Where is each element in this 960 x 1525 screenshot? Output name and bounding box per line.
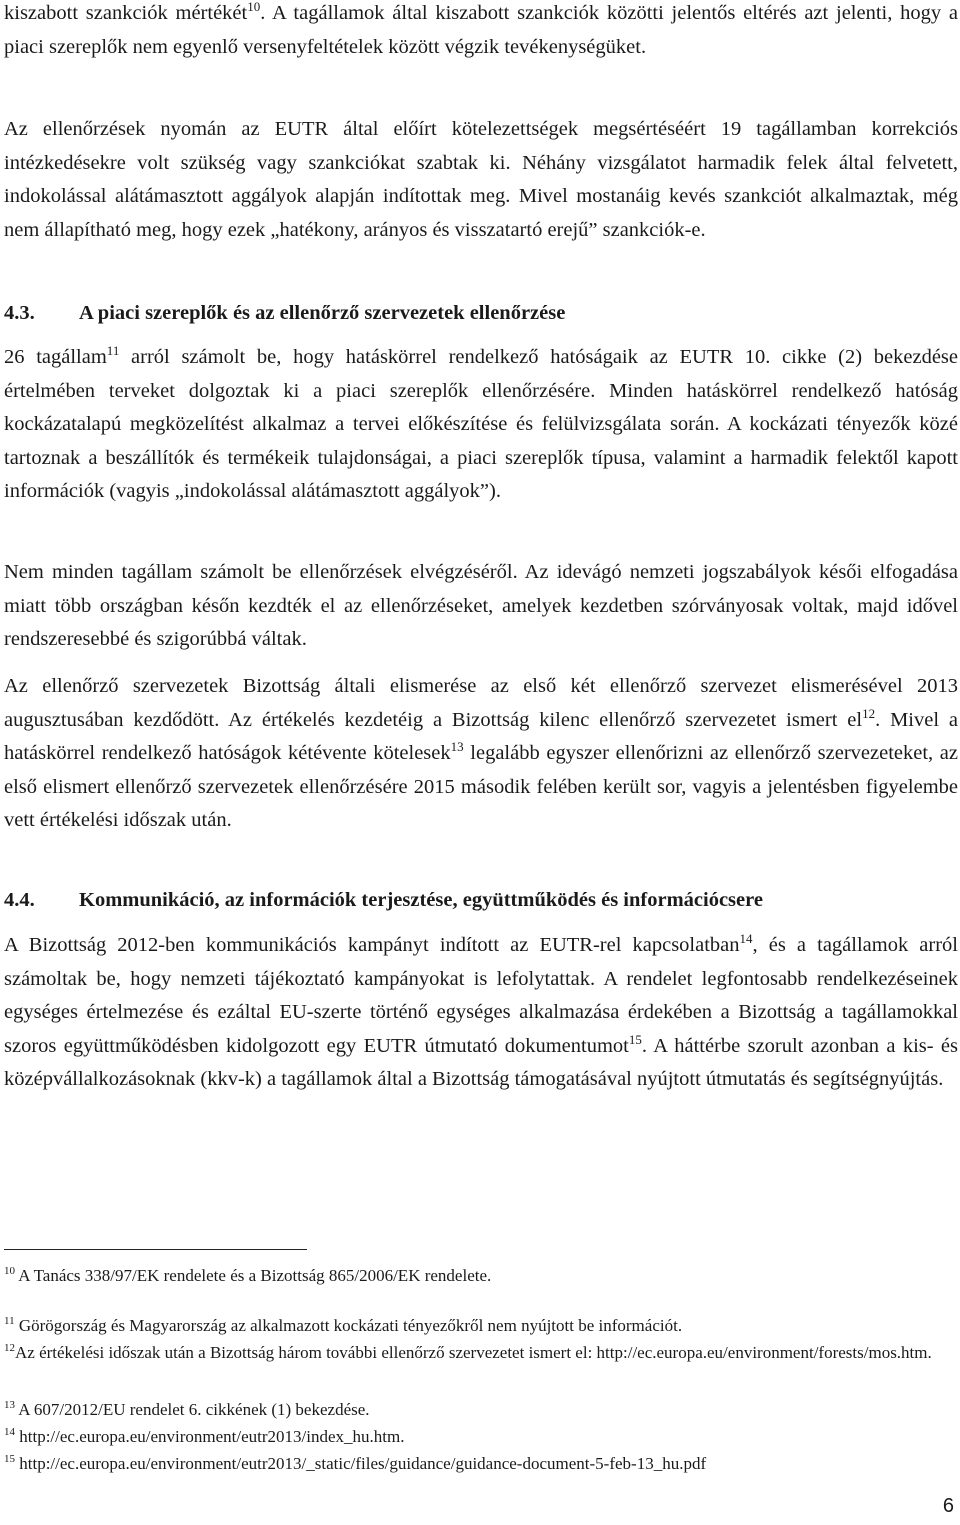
footnote-separator bbox=[4, 1249, 307, 1250]
footnote-12 bbox=[4, 1340, 958, 1365]
section-title: A piaci szereplők és az ellenőrző szervezetek ellenőrzése bbox=[79, 302, 566, 324]
page-number: 6 bbox=[942, 1495, 954, 1517]
text-run: . A tagállamok által kiszabott szankciók közötti jelentős eltérés azt jelenti, hogy a piaci szereplők nem egyenlő versenyfeltételek között végzik tevékenységüket. bbox=[4, 2, 958, 58]
footnote-number: 15 bbox=[4, 1453, 15, 1465]
text-run: . Mivel a hatáskörrel rendelkező hatóságok kétévente kötelesek bbox=[4, 708, 958, 764]
section-number: 4.3. bbox=[4, 302, 35, 324]
text-run: . A háttérbe szorult azonban a kis- és középvállalkozásoknak (kkv-k) a tagállamok által a Bizottság támogatásával nyújtott útmutatás és segítségnyújtás. bbox=[4, 1034, 958, 1090]
footnote-text: A 607/2012/EU rendelet 6. cikkének (1) bekezdése. bbox=[15, 1400, 370, 1419]
footnote-10 bbox=[4, 1263, 958, 1288]
footnote-link[interactable]: http://ec.europa.eu/environment/eutr2013/index_hu.htm. bbox=[15, 1427, 405, 1446]
paragraph-communication bbox=[4, 929, 958, 1097]
text-run: , és a tagállamok arról számoltak be, hogy nemzeti tájékoztató kampányokat is lefolytattak. A rendelet legfontosabb rendelkezéseinek egységes értelmezése és ezáltal EU-szerte történő egységes alkalmazása érdekében a Bizottság a tagállamokkal szoros együttműködésben kidolgozott egy EUTR útmutató dokumentumot bbox=[4, 934, 958, 1057]
footnote-number: 13 bbox=[4, 1399, 15, 1411]
footnote-number: 14 bbox=[4, 1426, 15, 1438]
footnote-text: Görögország és Magyarország az alkalmazott kockázati tényezőkről nem nyújtott be információt. bbox=[14, 1316, 683, 1335]
section-number: 4.4. bbox=[4, 889, 35, 911]
footnote-ref-13[interactable]: 13 bbox=[450, 739, 464, 754]
footnote-ref-15[interactable]: 15 bbox=[628, 1031, 642, 1047]
footnote-text[interactable]: Az értékelési időszak után a Bizottság három további ellenőrző szervezetet ismert el: http://ec.europa.eu/environment/forests/mos.htm. bbox=[15, 1343, 932, 1362]
paragraph-checks: Az ellenőrzések nyomán az EUTR által előírt kötelezettségek megsértéséért 19 tagállamban korrekciós intézkedésekre volt szükség vagy szankciókat szabtak ki. Néhány vizsgálatot harmadik felek által felvetett, indokolással alátámasztott aggályok alapján indítottak meg. Mivel mostanáig kevés szankciót alkalmaztak, még nem állapítható meg, hogy ezek „hatékony, arányos és visszatartó erejű” szankciók-e. bbox=[4, 118, 958, 241]
footnote-ref-14[interactable]: 14 bbox=[739, 931, 753, 946]
footnote-link[interactable]: http://ec.europa.eu/environment/eutr2013/_static/files/guidance/guidance-document-5-feb-13_hu.pdf bbox=[15, 1454, 707, 1473]
footnote-ref-10[interactable]: 10 bbox=[247, 0, 261, 14]
footnote-11 bbox=[4, 1313, 958, 1338]
footnote-15 bbox=[4, 1451, 958, 1476]
section-heading-4-3 bbox=[4, 298, 958, 328]
footnote-number: 10 bbox=[4, 1265, 15, 1277]
section-title: Kommunikáció, az információk terjesztése, együttműködés és információcsere bbox=[79, 889, 763, 911]
footnote-number: 12 bbox=[4, 1342, 15, 1354]
section-heading-4-4 bbox=[4, 885, 958, 915]
paragraph-control-plans bbox=[4, 341, 958, 509]
text-run: Az ellenőrző szervezetek Bizottság általi elismerése az első két ellenőrző szervezet elismerésével 2013 augusztusában kezdődött. Az értékelés kezdetéig a Bizottság kilenc ellenőrző szervezetet ismert el bbox=[4, 675, 958, 731]
paragraph-not-all-reported: Nem minden tagállam számolt be ellenőrzések elvégzéséről. Az idevágó nemzeti jogszabályok késői elfogadása miatt több országban későn kezdték el az ellenőrzéseket, amelyek kezdetben szórványosak voltak, majd idővel rendszeresebbé és szigorúbbá váltak. bbox=[4, 561, 958, 650]
footnote-ref-12[interactable]: 12 bbox=[862, 705, 876, 721]
footnote-13 bbox=[4, 1397, 958, 1422]
text-run: legalább egyszer ellenőrizni az ellenőrző szervezeteket, az első elismert ellenőrző szervezetek ellenőrzésére 2015 második felében került sor, vagyis a jelentésben figyelembe vett értékelési időszak után. bbox=[4, 742, 959, 831]
text-run: 26 tagállam bbox=[4, 346, 107, 368]
footnote-ref-11[interactable]: 11 bbox=[106, 343, 120, 358]
footnote-text: A Tanács 338/97/EK rendelete és a Bizottság 865/2006/EK rendelete. bbox=[15, 1266, 492, 1285]
text-run: A Bizottság 2012-ben kommunikációs kampányt indított az EUTR-rel kapcsolatban bbox=[4, 934, 740, 956]
text-run: arról számolt be, hogy hatáskörrel rendelkező hatóságaik az EUTR 10. cikke (2) bekezdése értelmében terveket dolgoztak ki a piaci szereplők ellenőrzésére. Minden hatáskörrel rendelkező hatóság kockázatalapú megközelítést alkalmaz a tervei előkészítése és felülvizsgálata során. A kockázati tényezők közé tartoznak a beszállítók és termékeik tulajdonságai, a piaci szereplők típusa, valamint a harmadik felektől kapott információk (vagyis „indokolással alátámasztott aggályok”). bbox=[4, 346, 958, 502]
footnote-14 bbox=[4, 1424, 958, 1449]
footnote-number: 11 bbox=[4, 1315, 15, 1327]
text-run: kiszabott szankciók mértékét bbox=[4, 2, 248, 24]
paragraph-monitoring-organisations bbox=[4, 670, 958, 838]
paragraph-sanctions-end bbox=[4, 0, 958, 64]
